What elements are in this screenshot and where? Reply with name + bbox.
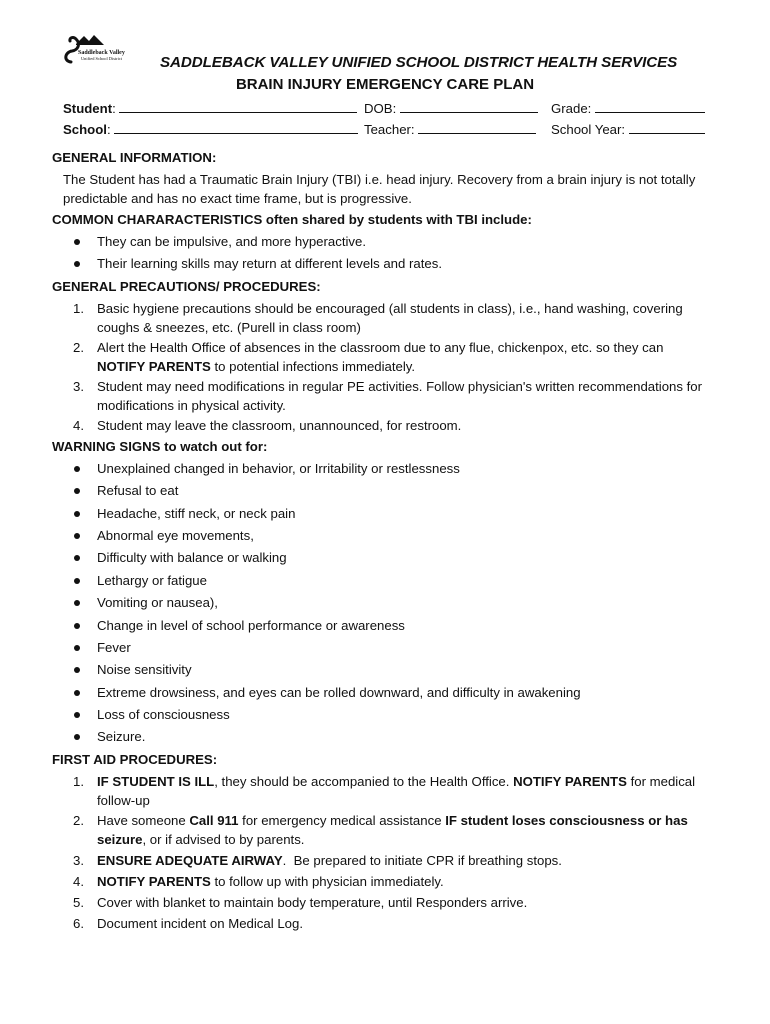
list-item <box>52 872 712 892</box>
characteristics-heading: COMMON CHARARACTERISTICS often shared by students with TBI include: <box>52 212 532 227</box>
teacher-blank[interactable] <box>418 121 536 134</box>
list-item <box>52 299 712 337</box>
list-item <box>52 338 712 376</box>
list-item <box>52 593 712 615</box>
bullet-icon <box>74 533 80 539</box>
student-field[interactable]: Student: <box>63 99 357 118</box>
school-label: School <box>63 122 107 137</box>
precautions-heading: GENERAL PRECAUTIONS/ PROCEDURES: <box>52 278 321 294</box>
bullet-icon <box>74 645 80 651</box>
list-item-text: Their learning skills may return at different levels and rates. <box>97 256 442 272</box>
general-info-heading: GENERAL INFORMATION: <box>52 150 217 165</box>
list-number: 3. <box>73 852 84 868</box>
list-item-text: Student may leave the classroom, unannounced, for restroom. <box>97 417 462 433</box>
grade-label: Grade: <box>551 101 592 116</box>
list-item-text: Cover with blanket to maintain body temperature, until Responders arrive. <box>97 894 528 910</box>
list-item-text: Basic hygiene precautions should be encouraged (all students in class), i.e., hand washing, covering coughs & sneezes, etc. (Purell in class room) <box>97 300 683 335</box>
list-item <box>52 705 712 727</box>
list-item-emphasis: Call 911 <box>189 813 239 829</box>
list-item <box>52 254 712 276</box>
list-item <box>52 811 712 849</box>
list-item <box>52 526 712 548</box>
list-item <box>52 504 712 526</box>
school-year-label: School Year: <box>551 122 626 137</box>
teacher-field[interactable] <box>364 120 536 139</box>
dob-blank[interactable] <box>400 100 538 113</box>
dob-label: DOB: <box>364 101 397 116</box>
list-item-emphasis: IF student loses consciousness or has seizure <box>97 813 688 848</box>
bullet-icon <box>74 734 80 740</box>
list-item-text: Change in level of school performance or awareness <box>97 617 405 633</box>
bullet-icon <box>74 578 80 584</box>
bullet-icon <box>74 690 80 696</box>
list-number: 6. <box>73 915 84 931</box>
list-item-emphasis: IF STUDENT IS ILL <box>97 773 215 789</box>
list-number: 2. <box>73 339 84 355</box>
list-item-text: Lethargy or fatigue <box>97 572 207 588</box>
list-item-text: Alert the Health Office of absences in the classroom due to any flue, chickenpox, etc. so they can <box>97 339 664 355</box>
list-item-text: Extreme drowsiness, and eyes can be rolled downward, and difficulty in awakening <box>97 684 581 700</box>
list-number: 5. <box>73 894 84 910</box>
list-number: 3. <box>73 378 84 394</box>
school-year-blank[interactable] <box>629 121 705 134</box>
logo-text-line2: Unified School District <box>81 56 122 61</box>
list-item-text: Student may need modifications in regular PE activities. Follow physician's written recommendations for modifications in physical activity. <box>97 378 703 413</box>
list-number: 1. <box>73 773 84 789</box>
list-item <box>52 638 712 660</box>
document-title: SADDLEBACK VALLEY UNIFIED SCHOOL DISTRICT HEALTH SERVICES <box>160 54 678 71</box>
list-item <box>52 548 712 570</box>
list-item <box>52 727 712 749</box>
list-item-emphasis: NOTIFY PARENTS <box>97 358 211 374</box>
general-info-text: The Student has had a Traumatic Brain Injury (TBI) i.e. head injury. Recovery from a brain injury is not totally predictable and has no exact time frame, but is progressive. <box>63 172 696 206</box>
list-item-text: Document incident on Medical Log. <box>97 915 303 931</box>
list-item <box>52 914 712 934</box>
school-blank[interactable] <box>114 121 358 134</box>
list-item <box>52 893 712 913</box>
school-year-field[interactable] <box>551 120 705 139</box>
list-item <box>52 459 712 481</box>
list-item <box>52 616 712 638</box>
list-item <box>52 851 712 871</box>
grade-blank[interactable] <box>595 100 705 113</box>
dob-field[interactable] <box>364 99 538 118</box>
school-field[interactable]: School: <box>63 120 358 139</box>
teacher-label: Teacher: <box>364 122 415 137</box>
first-aid-heading: FIRST AID PROCEDURES: <box>52 751 218 767</box>
list-item-text: Refusal to eat <box>97 483 179 499</box>
list-item-text: . Be prepared to initiate CPR if breathing stops. <box>282 852 562 868</box>
list-item-text: Headache, stiff neck, or neck pain <box>97 505 296 521</box>
document-body <box>52 148 712 935</box>
list-item-text: Fever <box>97 639 131 655</box>
list-item-text: Loss of consciousness <box>97 707 230 723</box>
bullet-icon <box>74 511 80 517</box>
list-item <box>52 660 712 682</box>
bullet-icon <box>74 667 80 673</box>
list-number: 4. <box>73 873 84 889</box>
district-logo <box>62 30 125 72</box>
grade-field[interactable] <box>551 99 705 118</box>
bullet-icon <box>74 555 80 561</box>
list-item-text: They can be impulsive, and more hyperactive. <box>97 234 367 249</box>
list-item-text: Seizure. <box>97 729 146 745</box>
list-number: 4. <box>73 417 84 433</box>
list-item-text: for medical follow-up <box>97 773 696 808</box>
list-item-emphasis: NOTIFY PARENTS <box>513 773 627 789</box>
bullet-icon <box>74 623 80 629</box>
list-item <box>52 772 712 810</box>
bullet-icon <box>74 239 80 245</box>
student-label: Student <box>63 101 113 116</box>
bullet-icon <box>74 712 80 718</box>
list-item <box>52 481 712 503</box>
list-item-text: Unexplained changed in behavior, or Irritability or restlessness <box>97 460 460 476</box>
list-item-text: Difficulty with balance or walking <box>97 550 287 566</box>
list-item <box>52 232 712 254</box>
bullet-icon <box>74 488 80 494</box>
list-item-text: to potential infections immediately. <box>210 358 416 374</box>
bullet-icon <box>74 466 80 472</box>
bullet-icon <box>74 261 80 267</box>
list-item-text: to follow up with physician immediately. <box>210 873 444 889</box>
student-blank[interactable] <box>119 100 357 113</box>
list-item <box>52 571 712 593</box>
list-item-text: for emergency medical assistance <box>238 813 446 829</box>
list-item-emphasis: ENSURE ADEQUATE AIRWAY <box>97 852 283 868</box>
list-item-emphasis: NOTIFY PARENTS <box>97 873 211 889</box>
list-item-text: Vomiting or nausea), <box>97 595 218 611</box>
warning-signs-heading: WARNING SIGNS to watch out for: <box>52 438 268 454</box>
list-item <box>52 377 712 415</box>
list-item-text: , they should be accompanied to the Health Office. <box>214 773 514 789</box>
document-subtitle: BRAIN INJURY EMERGENCY CARE PLAN <box>235 76 535 93</box>
list-item-text: , or if advised to by parents. <box>142 832 305 848</box>
list-item <box>52 683 712 705</box>
list-number: 2. <box>73 813 84 829</box>
list-number: 1. <box>73 300 84 316</box>
list-item <box>52 416 712 436</box>
bullet-icon <box>74 600 80 606</box>
list-item-text: Abnormal eye movements, <box>97 527 254 543</box>
list-item-text: Noise sensitivity <box>97 662 192 678</box>
logo-text-line1: Saddleback Valley <box>78 50 125 56</box>
list-item-text: Have someone <box>97 813 190 829</box>
